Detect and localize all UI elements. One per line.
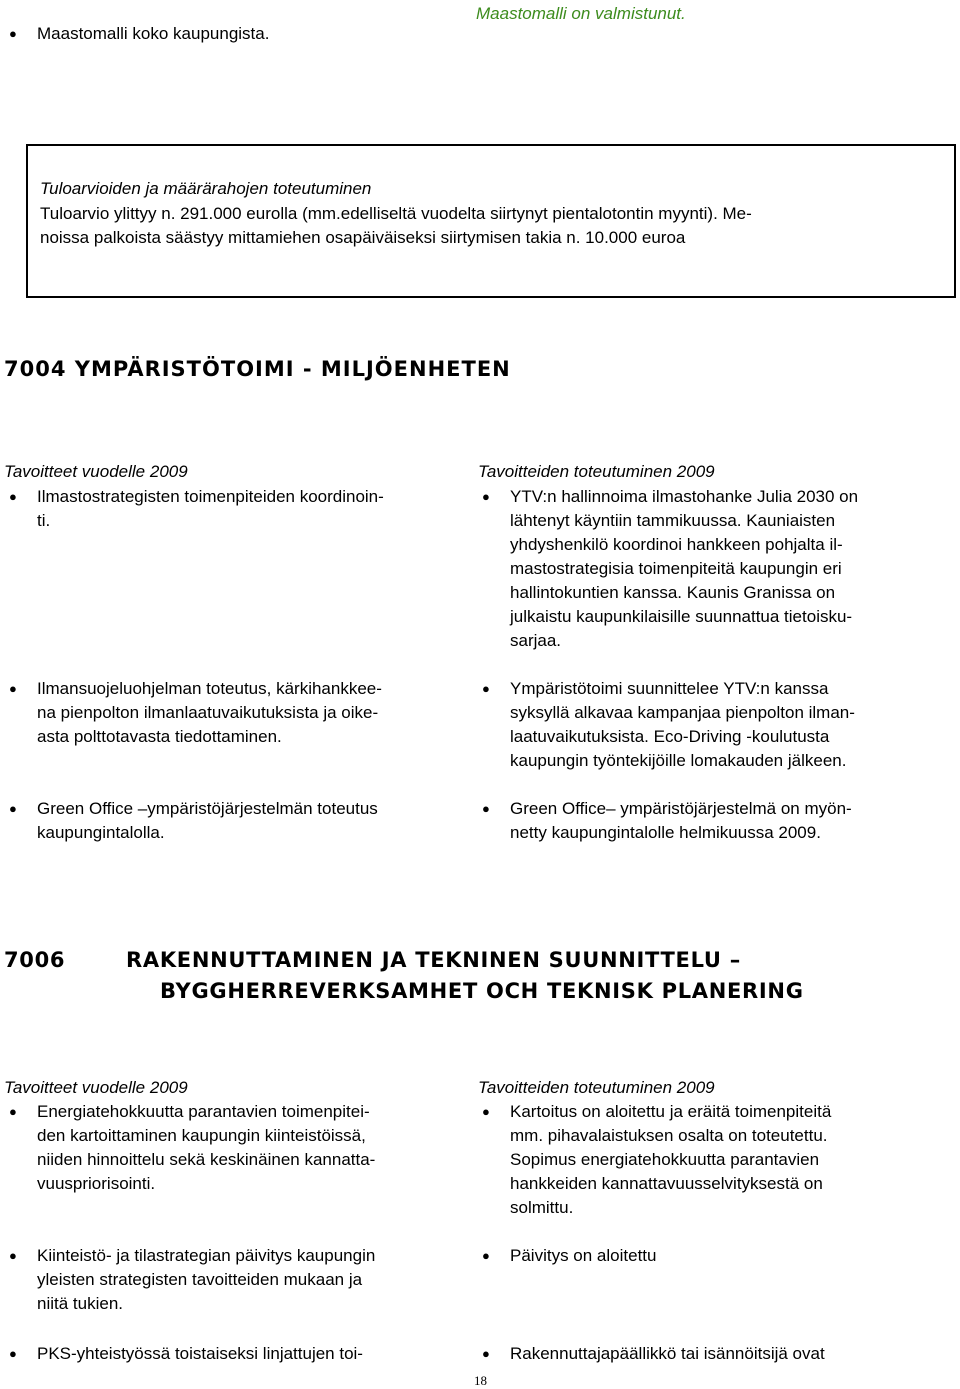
top-right-item: Maastomalli on valmistunut. <box>476 4 686 23</box>
result-line: Päivitys on aloitettu <box>510 1246 657 1265</box>
budget-box-line: noissa palkoista säästyy mittamiehen osapäiväiseksi siirtymisen takia n. 10.000 euroa <box>40 228 686 247</box>
result-line: kaupungin työntekijöille lomakauden jälkeen. <box>510 751 847 770</box>
bullet-icon: ● <box>482 1104 490 1119</box>
section-7004-heading: 7004 YMPÄRISTÖTOIMI - MILJÖENHETEN <box>4 357 511 381</box>
goal-line: den kartoittaminen kaupungin kiinteistöissä, <box>37 1126 366 1145</box>
goal-line: vuuspriorisointi. <box>37 1174 156 1193</box>
result-line: julkaistu kaupunkilaisille suunnattua tietoisku- <box>510 607 853 626</box>
result-line: solmittu. <box>510 1198 574 1217</box>
result-line: Kartoitus on aloitettu ja eräitä toimenpiteitä <box>510 1102 832 1121</box>
section-7006-heading: BYGGHERREVERKSAMHET OCH TEKNISK PLANERING <box>160 979 804 1003</box>
result-line: laatuvaikutuksista. Eco-Driving -koulutusta <box>510 727 830 746</box>
bullet-icon: ● <box>9 1346 17 1361</box>
goal-line: niitä tukien. <box>37 1294 123 1313</box>
goals-title: Tavoitteet vuodelle 2009 <box>4 462 188 481</box>
result-line: Rakennuttajapäällikkö tai isännöitsijä ovat <box>510 1344 825 1363</box>
bullet-icon: ● <box>9 489 17 504</box>
section-7006-number: 7006 <box>4 948 66 972</box>
bullet-icon: ● <box>482 801 490 816</box>
bullet-icon: ● <box>9 1104 17 1119</box>
goal-line: niiden hinnoittelu sekä keskinäinen kannatta- <box>37 1150 376 1169</box>
bullet-icon: ● <box>9 26 17 41</box>
result-line: sarjaa. <box>510 631 562 650</box>
bullet-icon: ● <box>482 489 490 504</box>
result-line: hallintokuntien kanssa. Kaunis Granissa on <box>510 583 836 602</box>
top-left-item: Maastomalli koko kaupungista. <box>37 24 270 43</box>
goal-line: asta polttotavasta tiedottaminen. <box>37 727 282 746</box>
result-line: lähtenyt käyntiin tammikuussa. Kauniaisten <box>510 511 836 530</box>
result-line: YTV:n hallinnoima ilmastohanke Julia 2030 on <box>510 487 859 506</box>
section-7006-heading: RAKENNUTTAMINEN JA TEKNINEN SUUNNITTELU – <box>126 948 741 972</box>
bullet-icon: ● <box>9 801 17 816</box>
goal-line: Ilmastostrategisten toimenpiteiden koordinoin- <box>37 487 384 506</box>
results-title: Tavoitteiden toteutuminen 2009 <box>478 462 715 481</box>
bullet-icon: ● <box>482 681 490 696</box>
budget-box-line: Tuloarvio ylittyy n. 291.000 eurolla (mm.edelliseltä vuodelta siirtynyt pientalotontin myynti). Me- <box>40 204 752 223</box>
bullet-icon: ● <box>482 1346 490 1361</box>
result-line: Sopimus energiatehokkuutta parantavien <box>510 1150 820 1169</box>
goal-line: Ilmansuojeluohjelman toteutus, kärkihankkee- <box>37 679 382 698</box>
result-line: mm. pihavalaistuksen osalta on toteutettu. <box>510 1126 828 1145</box>
budget-box-title: Tuloarvioiden ja määrärahojen toteutuminen <box>40 179 372 198</box>
bullet-icon: ● <box>9 1248 17 1263</box>
goal-line: ti. <box>37 511 51 530</box>
goal-line: Green Office –ympäristöjärjestelmän toteutus <box>37 799 378 818</box>
goals-title: Tavoitteet vuodelle 2009 <box>4 1078 188 1097</box>
goal-line: PKS-yhteistyössä toistaiseksi linjattujen toi- <box>37 1344 363 1363</box>
result-line: Ympäristötoimi suunnittelee YTV:n kanssa <box>510 679 829 698</box>
result-line: syksyllä alkavaa kampanjaa pienpolton ilman- <box>510 703 855 722</box>
goal-line: yleisten strategisten tavoitteiden mukaan ja <box>37 1270 363 1289</box>
result-line: hankkeiden kannattavuusselvityksestä on <box>510 1174 823 1193</box>
page-number: 18 <box>474 1373 487 1388</box>
result-line: mastostrategisia toimenpiteitä kaupungin eri <box>510 559 842 578</box>
result-line: netty kaupungintalolle helmikuussa 2009. <box>510 823 821 842</box>
result-line: Green Office– ympäristöjärjestelmä on myön- <box>510 799 852 818</box>
goal-line: na pienpolton ilmanlaatuvaikutuksista ja oike- <box>37 703 379 722</box>
bullet-icon: ● <box>9 681 17 696</box>
goal-line: Energiatehokkuutta parantavien toimenpitei- <box>37 1102 370 1121</box>
goal-line: kaupungintalolla. <box>37 823 165 842</box>
bullet-icon: ● <box>482 1248 490 1263</box>
goal-line: Kiinteistö- ja tilastrategian päivitys kaupungin <box>37 1246 376 1265</box>
results-title: Tavoitteiden toteutuminen 2009 <box>478 1078 715 1097</box>
result-line: yhdyshenkilö koordinoi hankkeen pohjalta il- <box>510 535 843 554</box>
